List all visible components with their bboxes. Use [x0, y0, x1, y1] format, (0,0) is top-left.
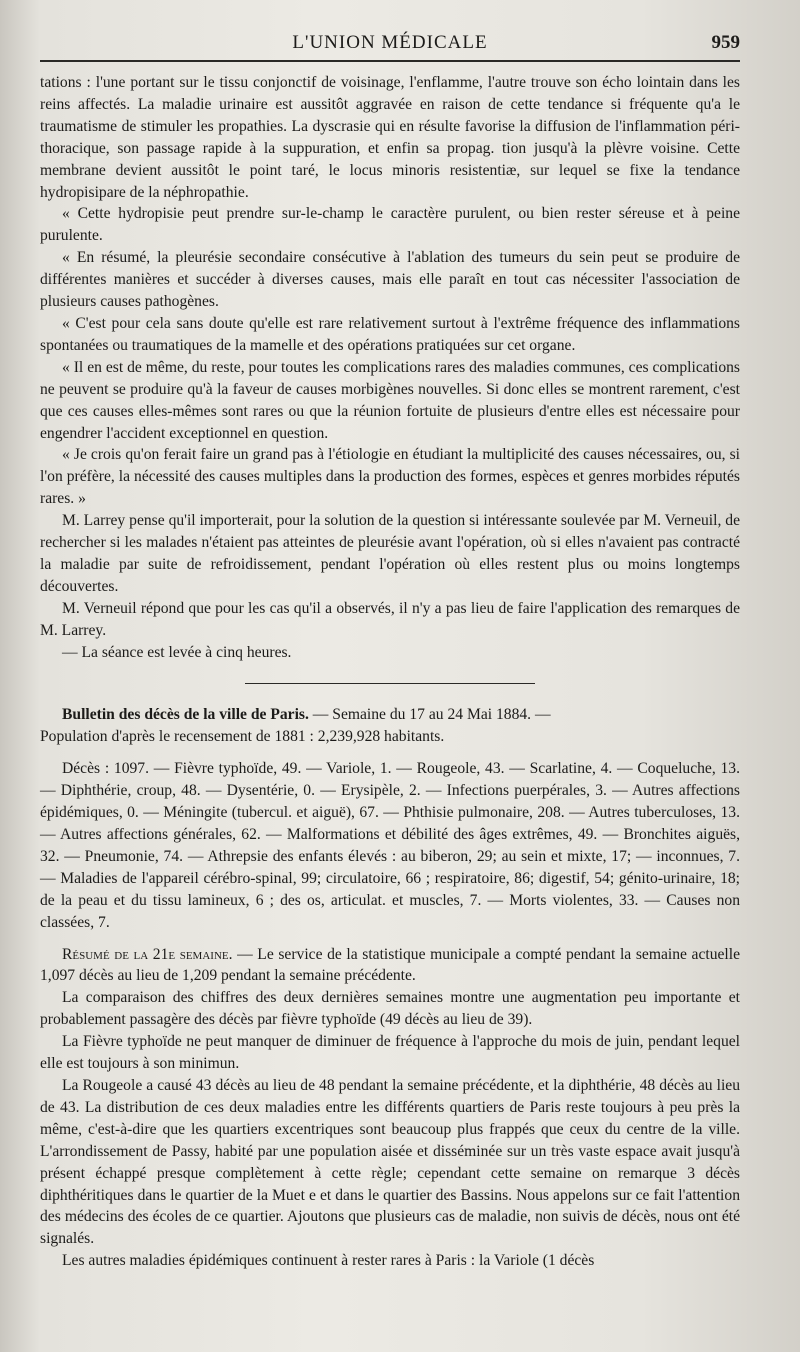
- paragraph: tations : l'une portant sur le tissu conjonctif de voisinage, l'enflamme, l'autre trouve son écho lointain dans les reins affectés. La maladie urinaire est aussitôt aggravée en raison de cette tendance si fréquente qu'a le traumatisme de stimuler les propathies. La dyscrasie qui en résulte favorise la diffusion de l'inflammation péri-thoracique, son passage rapide à la suppuration, et enfin sa propag. tion jusqu'à la plèvre voisine. Cette membrane devient aussitôt le point taré, le locus minoris resistentiæ, sur lequel se fixe la tendance hydropisipare de la néphropathie.: [40, 74, 740, 201]
- bulletin-population: Population d'après le recensement de 1881 : 2,239,928 habitants.: [40, 728, 445, 746]
- paragraph: « Il en est de même, du reste, pour toutes les complications rares des maladies communes, ces complications ne peuvent se produire qu'à la faveur de causes morbigènes nouvelles. Si donc elles se montrent rarement, c'est que ces causes elles-mêmes sont rares ou que la réunion fortuite de plusieurs d'entre elles est nécessaire pour engendrer l'accident exceptionnel en question.: [40, 358, 740, 442]
- bulletin-heading: [40, 704, 740, 726]
- resume-label: Résumé de la 21e semaine.: [62, 945, 233, 963]
- paragraph: M. Verneuil répond que pour les cas qu'il a observés, il n'y a pas lieu de faire l'application des remarques de M. Larrey.: [40, 599, 740, 639]
- resume-text: — Le service de la statistique municipale a compté pendant la semaine actuelle 1,097 décès au lieu de 1,209 pendant la semaine précédente.: [40, 945, 741, 985]
- spacer: [40, 934, 740, 944]
- section-divider: [245, 683, 535, 684]
- paragraph: — La séance est levée à cinq heures.: [62, 643, 292, 661]
- paragraph: La Fièvre typhoïde ne peut manquer de diminuer de fréquence à l'approche du mois de juin, pendant lequel elle est toujours à son minimun.: [40, 1033, 740, 1073]
- deaths-statistics: Décès : 1097. — Fièvre typhoïde, 49. — Variole, 1. — Rougeole, 43. — Scarlatine, 4. — Coqueluche, 13. — Diphthérie, croup, 48. — Dysentérie, 0. — Erysipèle, 2. — Infections puerpérales, 3. — Autres affections épidémiques, 0. — Méningite (tubercul. et aiguë), 67. — Phthisie pulmonaire, 208. — Autres tuberculoses, 13. — Autres affections générales, 62. — Malformations et débilité des âges extrêmes, 49. — Bronchites aiguës, 32. — Pneumonie, 74. — Athrepsie des enfants élevés : au biberon, 29; au sein et mixte, 17; — inconnues, 7. — Maladies de l'appareil cérébro-spinal, 99; circulatoire, 66 ; respiratoire, 86; digestif, 54; génito-urinaire, 18; de la peau et du tissu lamineux, 6 ; des os, articulat. et muscles, 7. — Morts violentes, 33. — Causes non classées, 7.: [40, 760, 740, 931]
- paragraph: « C'est pour cela sans doute qu'elle est rare relativement surtout à l'extrême fréquence des inflammations spontanées ou traumatiques de la mamelle et des opérations pratiquées sur cet organe.: [40, 314, 740, 354]
- paragraph: « Je crois qu'on ferait faire un grand pas à l'étiologie en étudiant la multiplicité des causes nécessaires, ou, si l'on préfère, la nécessité des causes multiples dans la production des formes, espèces et genres morbides réputés rares. »: [40, 446, 740, 508]
- running-header: [40, 30, 740, 62]
- resume-paragraph: [40, 944, 740, 988]
- bulletin-title: Bulletin des décès de la ville de Paris.: [62, 706, 309, 724]
- paragraph: « En résumé, la pleurésie secondaire consécutive à l'ablation des tumeurs du sein peut se produire de différentes manières et succéder à diverses causes, mais elle paraît en tout cas nécessiter l'association de plusieurs causes pathogènes.: [40, 249, 740, 311]
- bulletin-week: — Semaine du 17 au 24 Mai 1884. —: [308, 706, 551, 724]
- paragraph: M. Larrey pense qu'il importerait, pour la solution de la question si intéressante soulevée par M. Verneuil, de rechercher si les malades n'étaient pas atteintes de pleurésie avant l'opération, où si elles n'avaient pas contracté la maladie par suite de refroidissement, pendant l'opération où elles restent plus ou moins longtemps découvertes.: [40, 512, 740, 595]
- spacer: [40, 748, 740, 758]
- paragraph: La comparaison des chiffres des deux dernières semaines montre une augmentation peu importante et probablement passagère des décès par fièvre typhoïde (49 décès au lieu de 39).: [40, 989, 740, 1029]
- page-number: 959: [711, 32, 740, 53]
- paragraph: Les autres maladies épidémiques continuent à rester rares à Paris : la Variole (1 décès: [62, 1252, 595, 1270]
- paragraph: « Cette hydropisie peut prendre sur-le-champ le caractère purulent, ou bien rester séreuse et à peine purulente.: [40, 205, 740, 245]
- journal-title: L'UNION MÉDICALE: [292, 32, 488, 53]
- article-body: [40, 72, 740, 1272]
- paragraph: La Rougeole a causé 43 décès au lieu de 48 pendant la semaine précédente, et la diphthérie, 48 décès au lieu de 43. La distribution de ces deux maladies entre les différents quartiers de Paris reste toujours à peu près la même, c'est-à-dire que les quartiers excentriques sont beaucoup plus frappés que ceux du centre de la ville. L'arrondissement de Passy, habité par une population aisée et disséminée sur un très vaste espace avait jusqu'à présent échappé presque complètement à cette règle; cependant cette semaine on remarque 3 décès diphthéritiques dans le quartier de la Muet e et dans le quartier des Bassins. Nous appelons sur ce fait l'attention des médecins des écoles de ce quartier. Ajoutons que plusieurs cas de maladie, non suivis de décès, nous ont été signalés.: [40, 1076, 740, 1248]
